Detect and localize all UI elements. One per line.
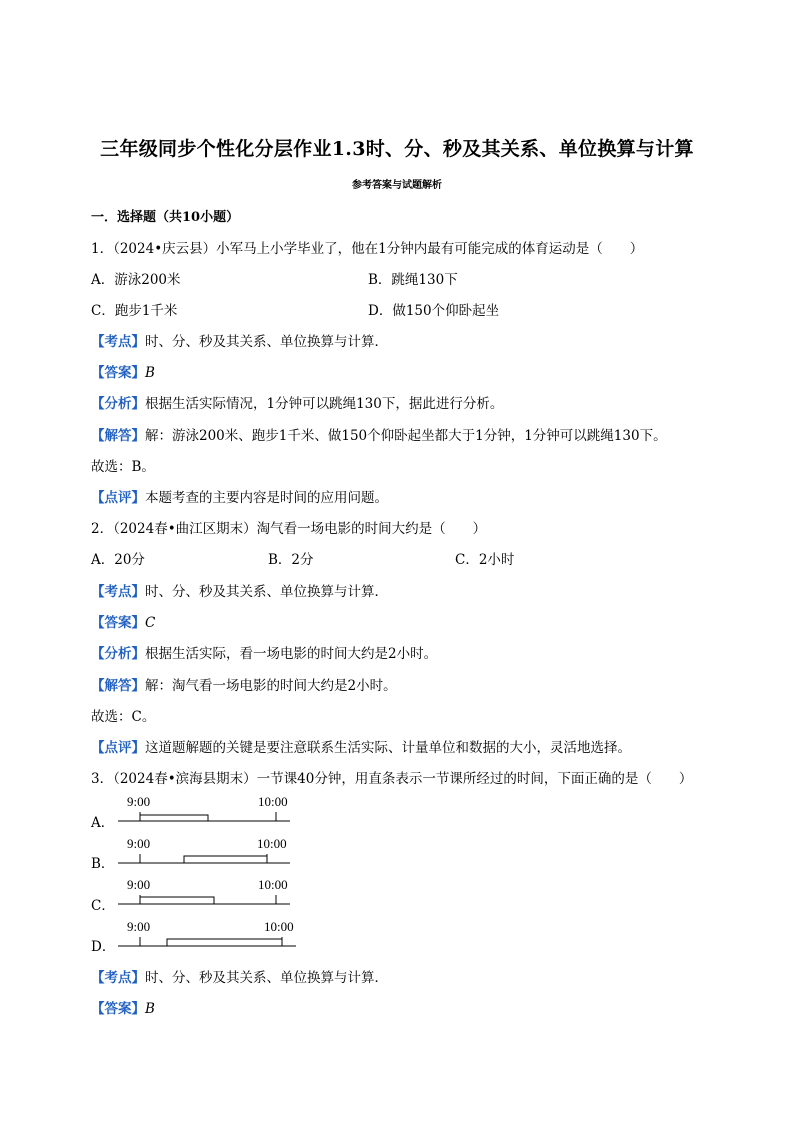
q2-option-a: A．20分 xyxy=(91,552,145,568)
q2-choice: 故选：C。 xyxy=(91,709,156,725)
q3-d-diagram xyxy=(118,937,296,946)
solution-tag: 【解答】 xyxy=(91,428,145,444)
q3-d-time-bar xyxy=(167,939,282,946)
q2-option-c: C．2小时 xyxy=(455,552,515,568)
analysis-tag: 【分析】 xyxy=(91,396,145,412)
q3-a-diagram xyxy=(118,812,290,821)
page-subtitle: 参考答案与试题解析 xyxy=(352,180,442,191)
comment-tag: 【点评】 xyxy=(91,490,145,506)
q3-option-a-letter: A． xyxy=(91,815,115,831)
comment-text: 本题考查的主要内容是时间的应用问题。 xyxy=(145,490,388,506)
q1-option-b: B．跳绳130下 xyxy=(368,272,458,288)
page-title: 三年级同步个性化分层作业1.3时、分、秒及其关系、单位换算与计算 xyxy=(100,138,694,160)
answer-text: B xyxy=(145,365,155,381)
analysis-tag: 【分析】 xyxy=(91,646,145,662)
q3-option-b-letter: B． xyxy=(91,856,115,872)
q3-a-end-label: 10:00 xyxy=(258,794,288,809)
q3-b-diagram xyxy=(118,854,290,863)
kaodian-tag: 【考点】 xyxy=(91,584,145,600)
analysis-text: 根据生活实际，看一场电影的时间大约是2小时。 xyxy=(145,646,438,662)
q3-c-diagram xyxy=(118,895,290,904)
answer-tag: 【答案】 xyxy=(91,1001,145,1017)
analysis-text: 根据生活实际情况，1分钟可以跳绳130下，据此进行分析。 xyxy=(145,396,504,412)
kaodian-text: 时、分、秒及其关系、单位换算与计算． xyxy=(145,970,388,986)
q1-option-d: D．做150个仰卧起坐 xyxy=(368,303,500,319)
q3-c-start-label: 9:00 xyxy=(127,877,151,892)
kaodian-tag: 【考点】 xyxy=(91,334,145,350)
kaodian-tag: 【考点】 xyxy=(91,970,145,986)
q3-option-d-letter: D． xyxy=(91,939,116,955)
q3-a-start-label: 9:00 xyxy=(127,794,151,809)
q3-c-end-label: 10:00 xyxy=(258,877,288,892)
answer-tag: 【答案】 xyxy=(91,365,145,381)
q3-kaodian xyxy=(91,966,388,986)
q3-b-end-label: 10:00 xyxy=(257,836,287,851)
q1-option-a: A．游泳200米 xyxy=(91,272,181,288)
q3-d-end-label: 10:00 xyxy=(264,919,294,934)
q3-option-c-letter: C． xyxy=(91,898,115,914)
q3-d-start-label: 9:00 xyxy=(127,919,151,934)
q2-option-b: B．2分 xyxy=(268,552,314,568)
q1-choice: 故选：B。 xyxy=(91,459,155,475)
kaodian-text: 时、分、秒及其关系、单位换算与计算． xyxy=(145,584,388,600)
comment-text: 这道题解题的关键是要注意联系生活实际、计量单位和数据的大小，灵活地选择。 xyxy=(145,740,631,756)
answer-text: C xyxy=(145,615,156,631)
q3-answer xyxy=(91,997,155,1017)
solution-text: 解：淘气看一场电影的时间大约是2小时。 xyxy=(145,678,397,694)
q2-stem: 2．（2024春•曲江区期末）淘气看一场电影的时间大约是（ ） xyxy=(91,521,487,537)
kaodian-text: 时、分、秒及其关系、单位换算与计算． xyxy=(145,334,388,350)
q1-option-c: C．跑步1千米 xyxy=(91,303,178,319)
q3-c-time-bar xyxy=(140,897,214,904)
solution-text: 解：游泳200米、跑步1千米、做150个仰卧起坐都大于1分钟，1分钟可以跳绳130下。 xyxy=(145,428,667,444)
section-heading: 一．选择题（共10小题） xyxy=(91,210,240,225)
answer-tag: 【答案】 xyxy=(91,615,145,631)
comment-tag: 【点评】 xyxy=(91,740,145,756)
q3-a-time-bar xyxy=(140,815,208,821)
solution-tag: 【解答】 xyxy=(91,678,145,694)
q1-stem: 1．（2024•庆云县）小军马上小学毕业了，他在1分钟内最有可能完成的体育运动是（ ） xyxy=(91,241,644,257)
answer-text: B xyxy=(145,1001,155,1017)
q3-b-time-bar xyxy=(184,856,267,863)
q3-stem: 3．（2024春•滨海县期末）一节课40分钟，用直条表示一节课所经过的时间，下面正确的是（ ） xyxy=(91,771,693,787)
q3-b-start-label: 9:00 xyxy=(127,836,151,851)
